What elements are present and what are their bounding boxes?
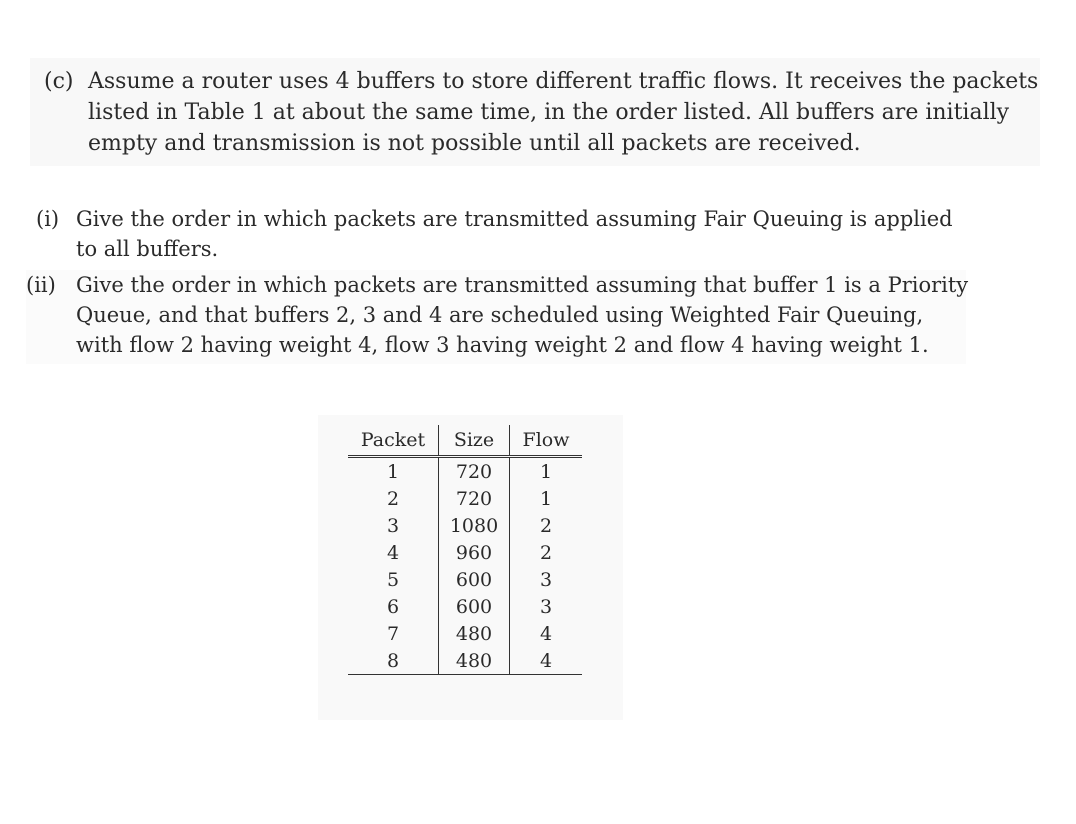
- question-ii-text: [76, 270, 968, 360]
- question-i: [36, 204, 966, 268]
- cell-packet: 8: [348, 647, 439, 675]
- table-row: [348, 485, 582, 512]
- cell-packet: 4: [348, 539, 439, 566]
- question-i-line: Give the order in which packets are transmitted assuming Fair Queuing is applied: [76, 207, 953, 231]
- cell-flow: 3: [539, 568, 553, 591]
- header-flow: Flow: [522, 429, 570, 451]
- cell-packet: 6: [348, 593, 439, 620]
- cell-packet: 7: [348, 620, 439, 647]
- cell-size: 1080: [439, 512, 510, 539]
- question-ii-label: (ii): [26, 273, 56, 297]
- cell-size: 600: [439, 566, 510, 593]
- header-packet: Packet: [348, 425, 439, 457]
- table-row: [348, 620, 582, 647]
- cell-flow: 1: [539, 460, 553, 483]
- table-row: [348, 512, 582, 539]
- table-row: [348, 593, 582, 620]
- part-c-line: Assume a router uses 4 buffers to store different traffic flows. It receives the packets: [88, 69, 1039, 94]
- cell-size: 480: [439, 620, 510, 647]
- cell-flow: 4: [539, 622, 553, 645]
- question-ii-line: Give the order in which packets are transmitted assuming that buffer 1 is a Priority: [76, 273, 969, 297]
- part-c-paragraph: [30, 58, 1040, 166]
- cell-size: 720: [439, 485, 510, 512]
- table-row: [348, 566, 582, 593]
- packet-table-container: [318, 415, 623, 720]
- cell-size: 960: [439, 539, 510, 566]
- cell-flow: 4: [510, 647, 583, 675]
- question-i-text: [76, 204, 953, 264]
- table-row: [348, 457, 582, 486]
- cell-size: 600: [439, 593, 510, 620]
- question-i-label: (i): [36, 207, 60, 231]
- cell-size: 480: [439, 647, 510, 675]
- part-c-line: listed in Table 1 at about the same time, in the order listed. All buffers are initially: [88, 100, 1010, 125]
- question-ii-line: Queue, and that buffers 2, 3 and 4 are scheduled using Weighted Fair Queuing,: [76, 303, 924, 327]
- cell-flow: 1: [539, 487, 553, 510]
- cell-packet: 2: [348, 485, 439, 512]
- table-row: [348, 539, 582, 566]
- cell-flow: 3: [539, 595, 553, 618]
- packet-table: [348, 425, 582, 675]
- cell-packet: 3: [348, 512, 439, 539]
- question-ii-line: with flow 2 having weight 4, flow 3 having weight 2 and flow 4 having weight 1.: [76, 333, 929, 357]
- part-c-label: (c): [44, 69, 74, 94]
- cell-size: 720: [439, 457, 510, 486]
- question-ii: [26, 270, 969, 364]
- table-row: [348, 647, 582, 675]
- cell-packet: 1: [348, 457, 439, 486]
- question-i-line: to all buffers.: [76, 237, 219, 261]
- cell-flow: 2: [539, 514, 553, 537]
- cell-packet: 5: [348, 566, 439, 593]
- part-c-text: [88, 66, 1039, 159]
- table-header-row: [348, 425, 582, 457]
- part-c-line: empty and transmission is not possible until all packets are received.: [88, 131, 861, 156]
- header-size: Size: [439, 425, 510, 457]
- cell-flow: 2: [539, 541, 553, 564]
